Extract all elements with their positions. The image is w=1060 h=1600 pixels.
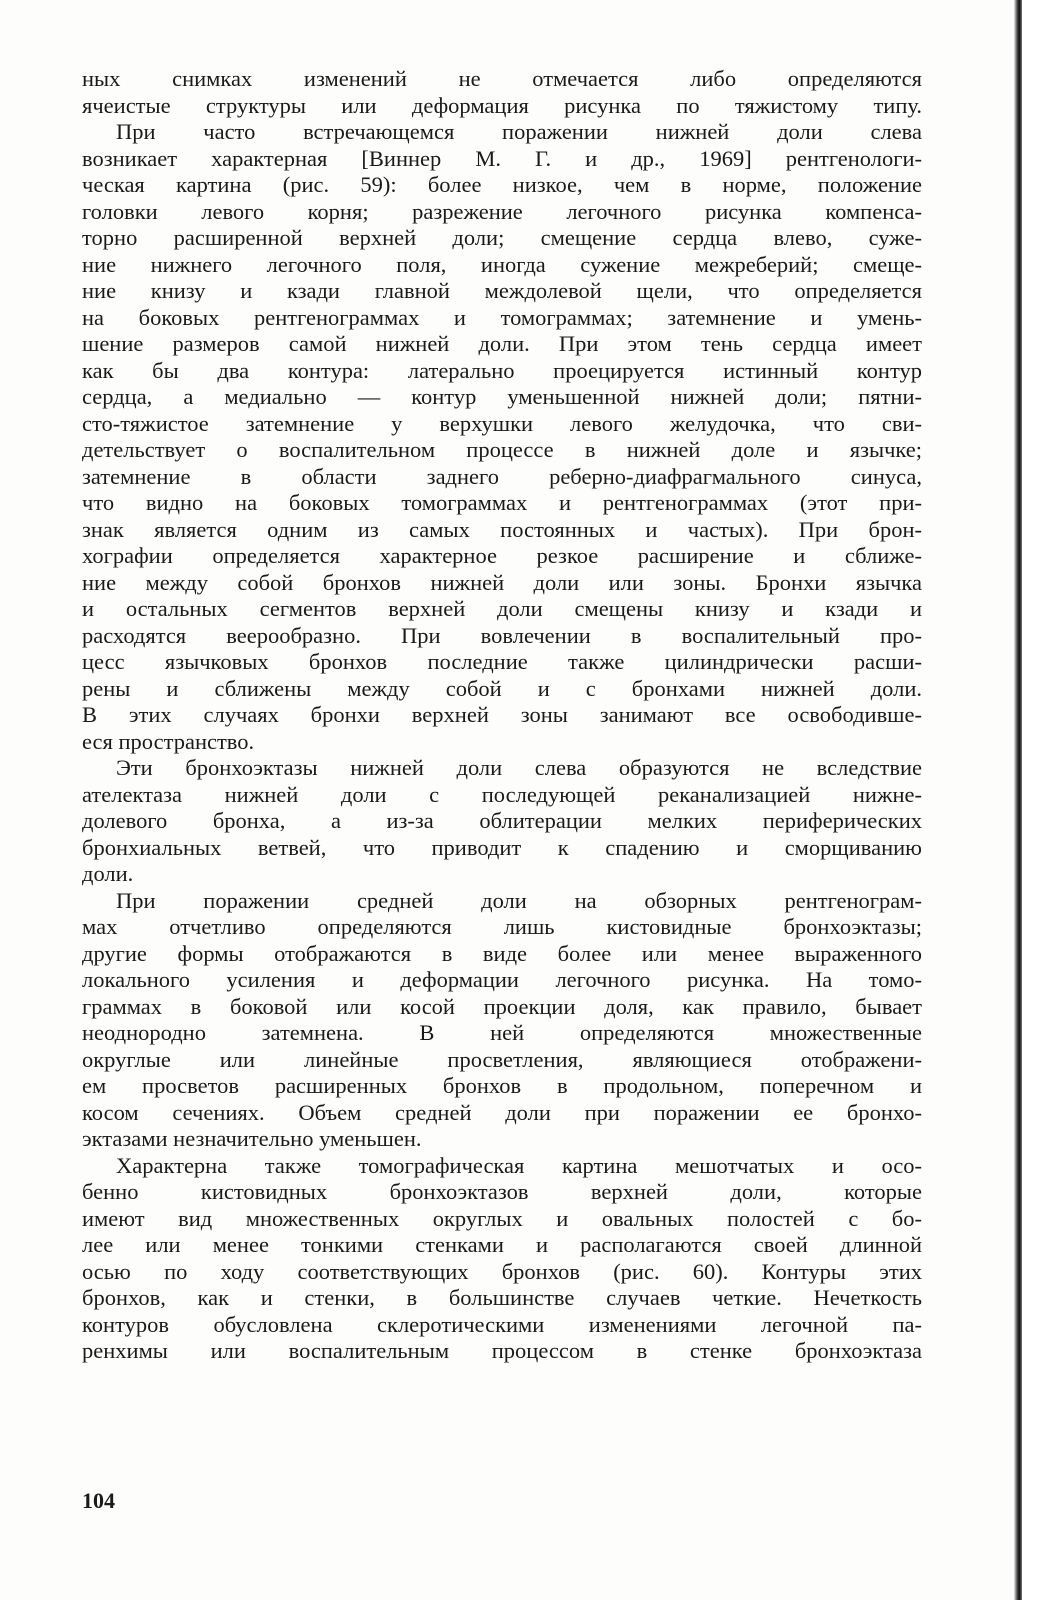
text-line: и остальных сегментов верхней доли смещены книзу и кзади и — [82, 596, 922, 621]
text-line: граммах в боковой или косой проекции доля, как правило, бывает — [82, 993, 922, 1019]
text-line: контуров обусловлена склеротическими изменениями легочной па- — [82, 1311, 922, 1337]
text-line: торно расширенной верхней доли; смещение сердца влево, суже- — [82, 225, 922, 250]
text-line: мах отчетливо определяются лишь кистовидные бронхоэктазы; — [82, 914, 922, 939]
text-line: локального усиления и деформации легочного рисунка. На томо- — [82, 967, 922, 992]
text-line: имеют вид множественных округлых и овальных полостей с бо- — [82, 1205, 922, 1231]
text-line: ренхимы или воспалительным процессом в стенке бронхоэктаза — [82, 1338, 922, 1363]
text-line: другие формы отображаются в виде более или менее выраженного — [82, 940, 922, 966]
text-line: расходятся веерообразно. При вовлечении в воспалительный про- — [82, 622, 922, 648]
text-line: затемнение в области заднего реберно-диафрагмального синуса, — [82, 463, 922, 489]
text-line: головки левого корня; разрежение легочного рисунка компенса- — [82, 198, 922, 224]
body-text — [82, 66, 922, 1365]
text-line: ние нижнего легочного поля, иногда сужение межреберий; смеще- — [82, 251, 922, 277]
text-line: Характерна также томографическая картина мешотчатых и осо- — [116, 1152, 922, 1178]
text-line: шение размеров самой нижней доли. При этом тень сердца имеет — [82, 331, 922, 356]
text-line: косом сечениях. Объем средней доли при поражении ее бронхо- — [82, 1099, 922, 1125]
text-line: рены и сближены между собой и с бронхами нижней доли. — [82, 675, 922, 701]
text-line: ческая картина (рис. 59): более низкое, чем в норме, положение — [82, 172, 922, 197]
text-line: ных снимках изменений не отмечается либо определяются — [82, 66, 922, 91]
text-line: возникает характерная [Виннер М. Г. и др., 1969] рентгенологи- — [82, 145, 922, 171]
text-line: осью по ходу соответствующих бронхов (рис. 60). Контуры этих — [82, 1258, 922, 1284]
page-edge-shadow — [1014, 0, 1022, 1600]
text-line: лее или менее тонкими стенками и располагаются своей длинной — [82, 1232, 922, 1257]
text-line: При часто встречающемся поражении нижней доли слева — [116, 119, 922, 144]
page-edge-margin — [1022, 0, 1060, 1600]
text-line: хографии определяется характерное резкое расширение и сближе- — [82, 543, 922, 568]
text-line: на боковых рентгенограммах и томограммах; затемнение и умень- — [82, 304, 922, 330]
text-line: При поражении средней доли на обзорных рентгенограм- — [116, 887, 922, 913]
text-line: Эти бронхоэктазы нижней доли слева образуются не вследствие — [116, 755, 922, 780]
text-line: что видно на боковых томограммах и рентгенограммах (этот при- — [82, 490, 922, 515]
text-line: долевого бронха, а из-за облитерации мелких периферических — [82, 808, 922, 833]
text-line: как бы два контура: латерально проецируется истинный контур — [82, 357, 922, 383]
text-line: В этих случаях бронхи верхней зоны занимают все освободивше- — [82, 702, 922, 727]
text-line: ателектаза нижней доли с последующей реканализацией нижне- — [82, 781, 922, 807]
text-line: доли. — [82, 861, 134, 886]
text-line: сердца, а медиально — контур уменьшенной нижней доли; пятни- — [82, 384, 922, 409]
text-line: сто-тяжистое затемнение у верхушки левого желудочка, что сви- — [82, 410, 922, 436]
text-line: бронхиальных ветвей, что приводит к спадению и сморщиванию — [82, 834, 922, 860]
text-line: цесс язычковых бронхов последние также цилиндрически расши- — [82, 649, 922, 674]
text-line: округлые или линейные просветления, являющиеся отображени- — [82, 1046, 922, 1072]
text-line: ние между собой бронхов нижней доли или зоны. Бронхи язычка — [82, 569, 922, 595]
text-line: ние книзу и кзади главной междолевой щели, что определяется — [82, 278, 922, 303]
text-line: еся пространство. — [82, 728, 255, 754]
text-line: детельствует о воспалительном процессе в нижней доле и язычке; — [82, 437, 922, 462]
text-line: ем просветов расширенных бронхов в продольном, поперечном и — [82, 1073, 922, 1098]
text-line: эктазами незначительно уменьшен. — [82, 1126, 422, 1151]
text-line: ячеистые структуры или деформация рисунка по тяжистому типу. — [82, 92, 922, 118]
text-line: знак является одним из самых постоянных и частых). При брон- — [82, 516, 922, 542]
text-line: бронхов, как и стенки, в большинстве случаев четкие. Нечеткость — [82, 1285, 922, 1310]
page-number: 104 — [82, 1488, 115, 1513]
text-line: бенно кистовидных бронхоэктазов верхней доли, которые — [82, 1179, 922, 1204]
text-line: неоднородно затемнена. В ней определяются множественные — [82, 1020, 922, 1045]
